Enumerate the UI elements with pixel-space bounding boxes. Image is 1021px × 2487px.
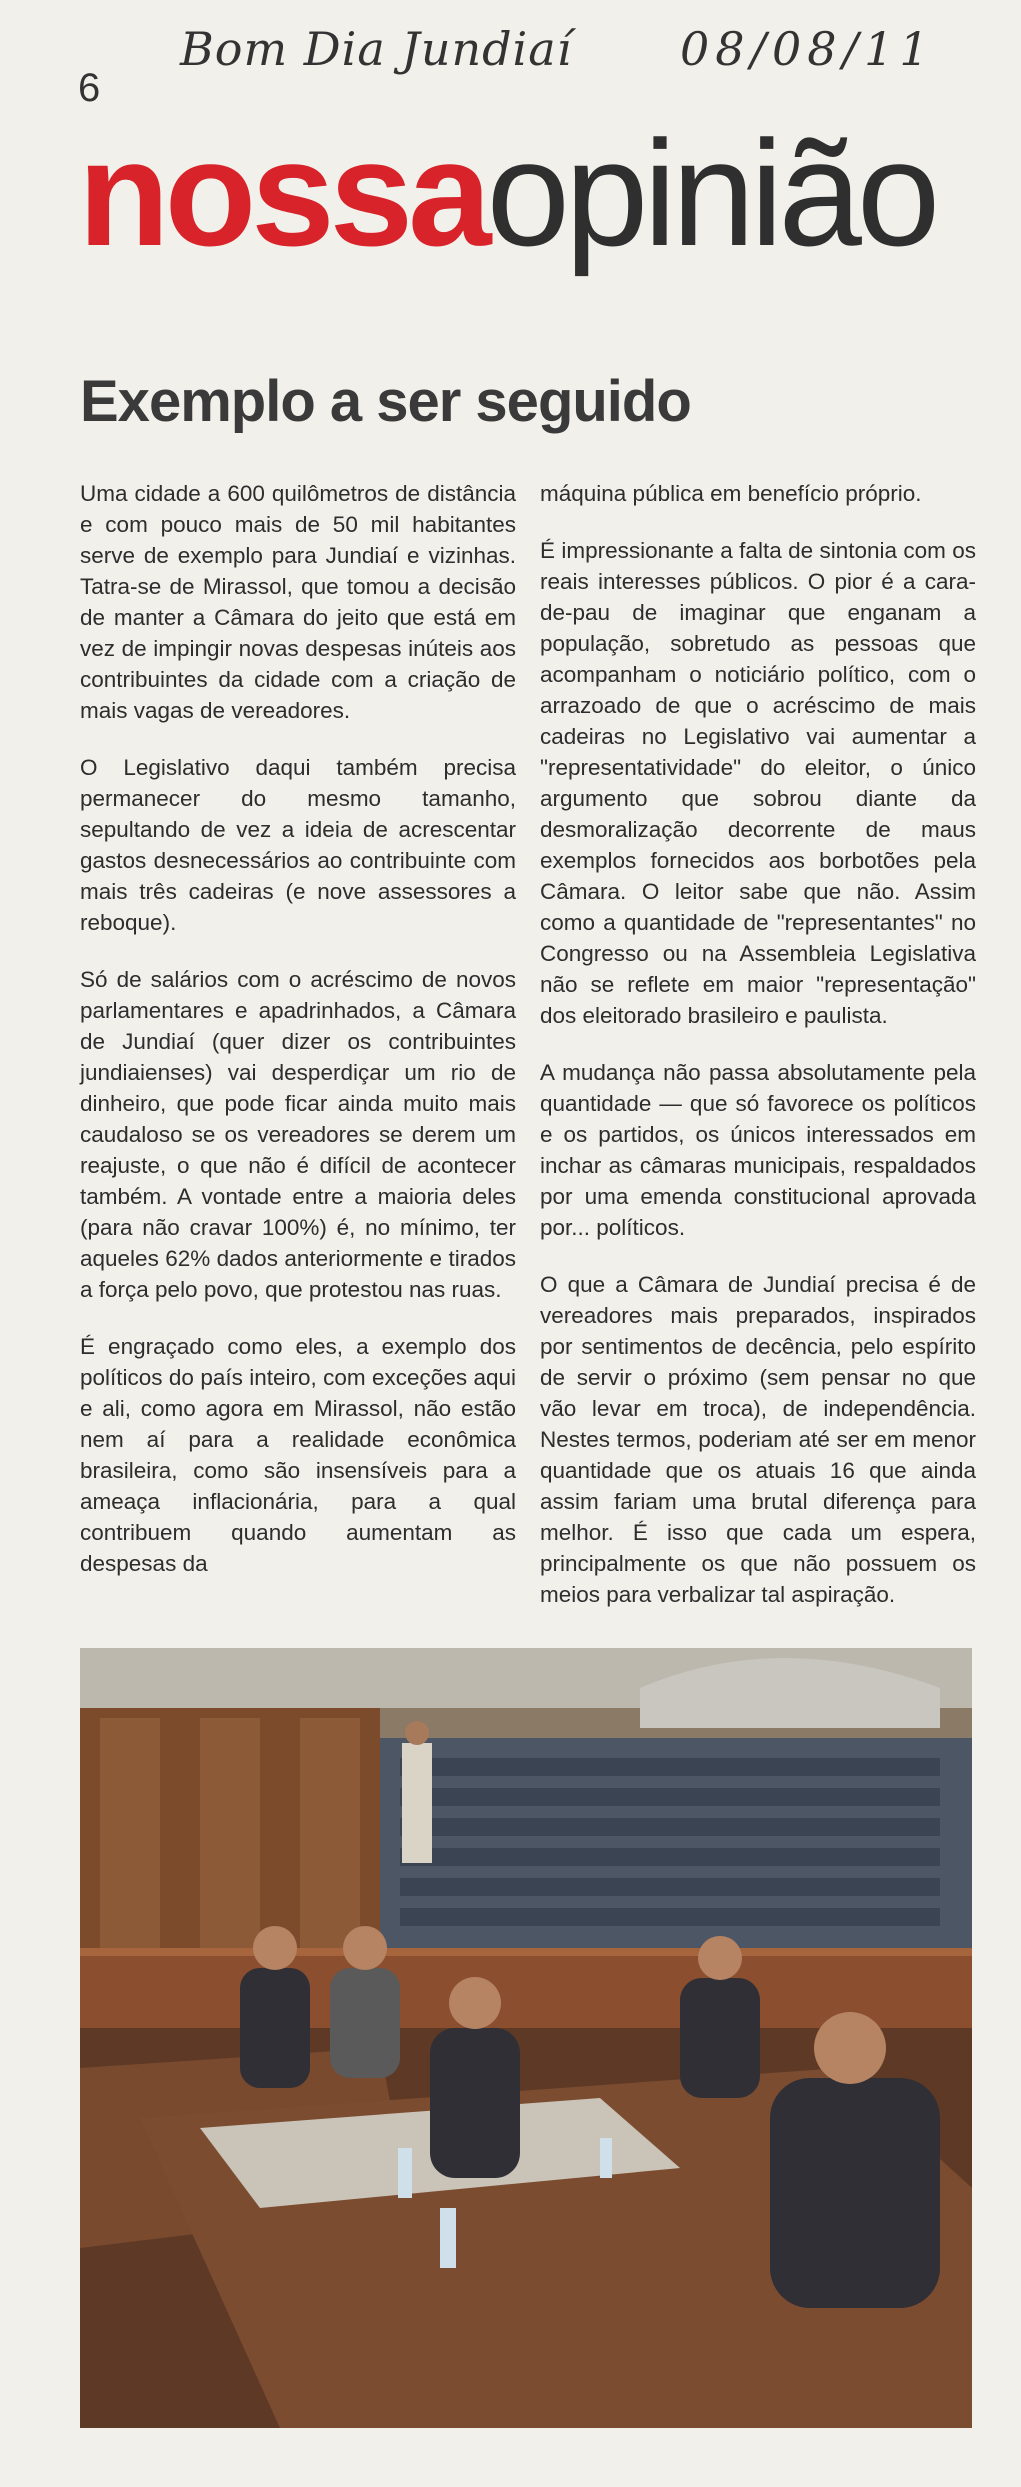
article-column-left xyxy=(80,478,516,1605)
paragraph: O que a Câmara de Jundiaí precisa é de vereadores mais preparados, inspirados por sentimentos de decência, pelo espírito de servir o próximo (sem pensar no que vão levar em troca), de independência. Nestes termos, poderiam até ser em menor quantidade que os atuais 16 que ainda assim fariam uma brutal diferença para melhor. É isso que cada um espera, principalmente os que não possuem os meios para verbalizar tal aspiração. xyxy=(540,1272,976,1607)
paragraph: A mudança não passa absolutamente pela quantidade — que só favorece os políticos e os partidos, os únicos interessados em inchar as câmaras municipais, respaldados por uma emenda constitucional aprovada por... políticos. xyxy=(540,1060,976,1240)
handwritten-source: Bom Dia Jundiaí xyxy=(180,22,573,76)
section-masthead xyxy=(78,109,936,277)
paragraph: É impressionante a falta de sintonia com os reais interesses públicos. O pior é a cara-de-pau de imaginar que enganam a população, sobretudo as pessoas que acompanham o noticiário político, com o arrazoado de que o acréscimo de mais cadeiras no Legislativo vai aumentar a "representatividade" do eleitor, o único argumento que sobrou diante da desmoralização decorrente de maus exemplos fornecidos aos borbotões pela Câmara. O leitor sabe que não. Assim como a quantidade de "representantes" no Congresso ou na Assembleia Legislativa não se reflete em maior "representação" dos eleitorado brasileiro e paulista. xyxy=(540,538,976,1028)
photo-illustration xyxy=(80,1648,972,2428)
paragraph: Uma cidade a 600 quilômetros de distância e com pouco mais de 50 mil habitantes serve de exemplo para Jundiaí e vizinhas. Tatra-se de Mirassol, que tomou a decisão de manter a Câmara do jeito que está em vez de impingir novas despesas inúteis aos contribuintes da cidade com a criação de mais vagas de vereadores. xyxy=(80,481,516,723)
paragraph: O Legislativo daqui também precisa permanecer do mesmo tamanho, sepultando de vez a ideia de acrescentar gastos desnecessários ao contribuinte com mais três cadeiras (e nove assessores a reboque). xyxy=(80,755,516,935)
paragraph: Só de salários com o acréscimo de novos parlamentares e apadrinhados, a Câmara de Jundiaí (quer dizer os contribuintes jundiaienses) vai desperdiçar um rio de dinheiro, que pode ficar ainda muito mais caudaloso se os vereadores se derem um reajuste, o que não é difícil de acontecer também. A vontade entre a maioria deles (para não cravar 100%) é, no mínimo, ter aqueles 62% dados anteriormente e tirados a força pelo povo, que protestou nas ruas. xyxy=(80,967,516,1302)
article-column-right xyxy=(540,478,976,1636)
article-headline: Exemplo a ser seguido xyxy=(80,369,691,434)
masthead-bold: nossa xyxy=(78,109,487,277)
paragraph: máquina pública em benefício próprio. xyxy=(540,481,922,506)
paragraph: É engraçado como eles, a exemplo dos políticos do país inteiro, com exceções aqui e ali, como agora em Mirassol, não estão nem aí para a realidade econômica brasileira, como são insensíveis para a ameaça inflacionária, para a qual contribuem quando aumentam as despesas da xyxy=(80,1334,516,1576)
masthead-light: opinião xyxy=(486,109,936,277)
council-chamber-photo xyxy=(80,1648,972,2428)
handwritten-date: 08/08/11 xyxy=(680,22,935,76)
page-number: 6 xyxy=(78,66,101,110)
